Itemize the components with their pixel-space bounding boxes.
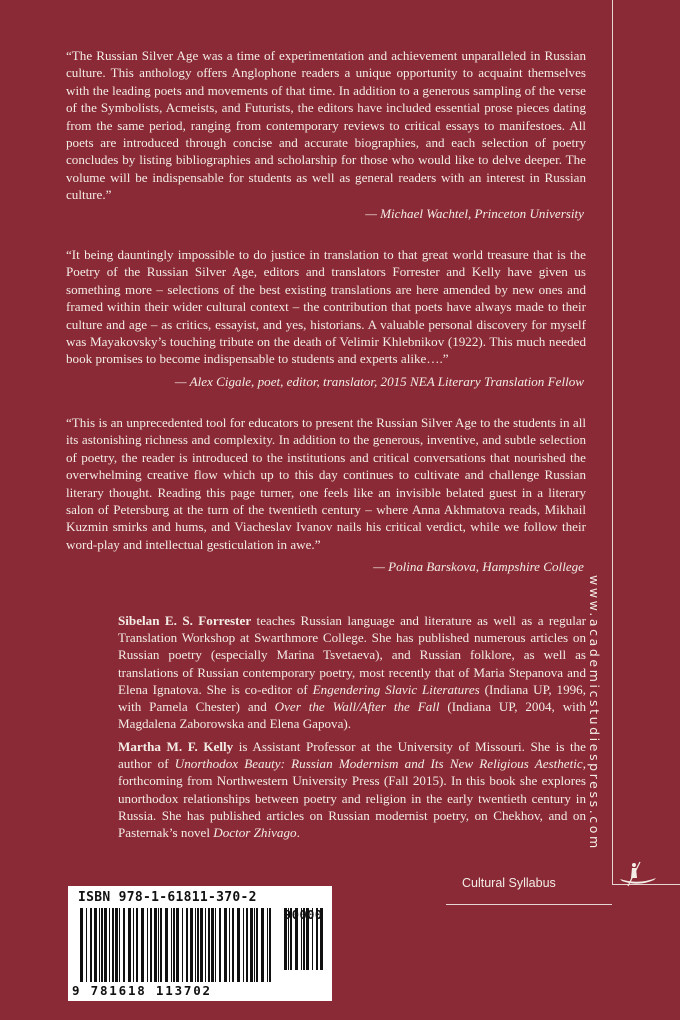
ean-digits: 9 781618 113702: [72, 983, 212, 998]
barcode-bar: [104, 908, 107, 982]
gondola-rower-icon: [618, 858, 658, 888]
barcode-bar: [243, 908, 244, 982]
barcode-bar: [115, 908, 118, 982]
barcode-bar: [312, 908, 313, 970]
book-title: Doctor Zhivago: [213, 825, 297, 841]
barcode-bar: [173, 908, 175, 982]
barcode-bar: [195, 908, 196, 982]
barcode-bar: [136, 908, 138, 982]
isbn-label: ISBN 978-1-61811-370-2: [78, 890, 257, 905]
blurb-quote-3: [66, 414, 586, 553]
blurb-quote-1: [66, 47, 586, 204]
barcode-bar: [254, 908, 255, 982]
barcode-bar: [158, 908, 159, 982]
barcode-bar: [250, 908, 253, 982]
author-name: Sibelan E. S. Forrester: [118, 613, 252, 628]
barcode-bar: [261, 908, 264, 982]
barcode-bar: [215, 908, 216, 982]
barcode-bar: [154, 908, 157, 982]
barcode-bar: [190, 908, 193, 982]
bio-text: (Indiana UP, 2004, with Magdalena Zaborowska and Elena Gapova).: [118, 699, 586, 732]
barcode-bar: [256, 908, 258, 982]
barcode-bar: [86, 908, 87, 982]
barcode-bar: [295, 908, 298, 970]
barcode-bar: [165, 908, 168, 982]
bio-text: (Indiana UP, 1996, with Pamela Chester) and: [118, 681, 587, 715]
barcode-bar: [123, 908, 125, 982]
barcode-bar: [316, 908, 318, 970]
barcode-bar: [119, 908, 120, 982]
barcode-bar: [80, 908, 83, 982]
barcode-bar: [141, 908, 144, 982]
barcode-bar: [112, 908, 114, 982]
blurb-text: “It being dauntingly impossible to do justice in translation to that great world treasure that is the Poetry of the Russian Silver Age, editors and translators Forrester and Kelly have given us something more – selections of the best existing translations are here amended by new ones and framed within their wider cultural context – the contribution that poets have always made to their culture and age – as critics, essayist, and yes, historians. A valuable personal discovery for myself was Mayakovsky’s touching tribute on the death of Velimir Khlebnikov (1922). This much needed book promises to become indispensable to students and experts alike….”: [66, 247, 586, 367]
barcode-bar: [200, 908, 203, 982]
barcode-bar: [171, 908, 172, 982]
author-name: Martha M. F. Kelly: [118, 739, 234, 754]
barcode-bar: [128, 908, 131, 982]
barcode-bar: [94, 908, 97, 982]
barcode-bar: [303, 908, 305, 970]
barcode-bar: [267, 908, 268, 982]
blurb-quote-2: [66, 246, 586, 368]
barcode-bar: [306, 908, 309, 970]
barcode-bar: [208, 908, 210, 982]
barcode-bar: [147, 908, 148, 982]
barcode-bar: [182, 908, 183, 982]
barcode-bar: [133, 908, 134, 982]
barcode-bar: [197, 908, 199, 982]
blurb-text: “The Russian Silver Age was a time of experimentation and achievement unparalleled in Russian culture. This anthology offers Anglophone readers a unique opportunity to acquaint themselves with the leading poets and movements of that time. In addition to a generous sampling of the verse of the Symbolists, Acmeists, and Futurists, the editors have included essential prose pieces dating from the same period, ranging from contemporary reviews to critical essays to manifestoes. All poets are introduced through concise and accurate biographies, and each selection of poetry concludes by listing bibliographies and scholarship for those who would like to delve deeper. The volume will be indispensable for students as well as general readers with an interest in Russian culture.”: [66, 48, 586, 203]
barcode-bar: [237, 908, 240, 982]
barcode-bar: [232, 908, 234, 982]
publisher-url[interactable]: www.academicstudiespress.com: [587, 575, 602, 851]
barcode-bar: [160, 908, 162, 982]
bio-text: , forthcoming from Northwestern University Press (Fall 2015). In this book she explores unorthodox relationships between poetry and religion in the early twentieth century in Russia. She has published articles on Russian modernist poetry, on Chekhov, and on Pasternak’s novel: [118, 756, 586, 841]
author-bio-forrester: [118, 612, 586, 732]
bio-text: is Assistant Professor at the University of Missouri. She is the author of: [118, 739, 586, 772]
barcode-bar: [290, 908, 292, 970]
blurb-attribution-1: — Michael Wachtel, Princeton University: [365, 206, 584, 221]
barcode-bar: [90, 908, 92, 982]
barcode-bar: [284, 908, 287, 970]
barcode-bar: [109, 908, 110, 982]
blurb-attribution-2: — Alex Cigale, poet, editor, translator, 2015 NEA Literary Translation Fellow: [174, 374, 584, 389]
barcode-bar: [205, 908, 206, 982]
barcode-bar: [224, 908, 227, 982]
blurb-text: “This is an unprecedented tool for educators to present the Russian Silver Age to the students in all its astonishing richness and complexity. In addition to the generous, inventive, and subtle selection of poetry, the reader is introduced to the institutions and critical conversations that nourished the overwhelming creative flow which up to this day continues to cultivate and challenge Russian literary thought. Reading this page turner, one feels like an invisible belated guest in a literary salon of Petersburg at the turn of the twentieth century – where Anna Akhmatova reads, Mikhail Kuzmin smirks and hums, and Viacheslav Ivanov nails his critical verdict, while we follow their word-play and intellectual gesticulation in awe.”: [66, 415, 586, 552]
book-title: Over the Wall/After the Fall: [274, 699, 440, 715]
blurb-attribution-3: — Polina Barskova, Hampshire College: [373, 559, 584, 574]
barcode-bar: [320, 908, 323, 970]
barcode-bar: [288, 908, 289, 970]
barcode-bar: [269, 908, 271, 982]
book-title: Engendering Slavic Literatures: [312, 681, 480, 697]
barcode-bar: [101, 908, 103, 982]
author-bio-kelly: [118, 738, 586, 841]
horizontal-rule-series: [446, 904, 612, 905]
barcode-bar: [176, 908, 179, 982]
barcode-bar: [246, 908, 248, 982]
isbn-barcode: [68, 886, 332, 1001]
barcode-bar: [186, 908, 188, 982]
barcode-bar: [219, 908, 221, 982]
book-title: Unorthodox Beauty: Russian Modernism and Its New Religious Aesthetic: [174, 756, 583, 772]
barcode-bars: [78, 908, 328, 982]
bio-text: teaches Russian language and literature as well as a regular Translation Workshop at Swarthmore College. She has published numerous articles on Russian poetry (especially Marina Tsvetaeva), and Russian folklore, as well as translations of Russian contemporary poetry, most recently that of Maria Stepanova and Elena Ignatova. She is co-editor of: [118, 613, 587, 697]
bio-text: .: [296, 825, 300, 841]
barcode-bar: [99, 908, 100, 982]
barcode-bar: [229, 908, 230, 982]
vertical-rule: [612, 0, 613, 884]
barcode-bar: [150, 908, 152, 982]
barcode-bar: [211, 908, 214, 982]
series-name: Cultural Syllabus: [462, 876, 556, 890]
barcode-bar: [301, 908, 302, 970]
